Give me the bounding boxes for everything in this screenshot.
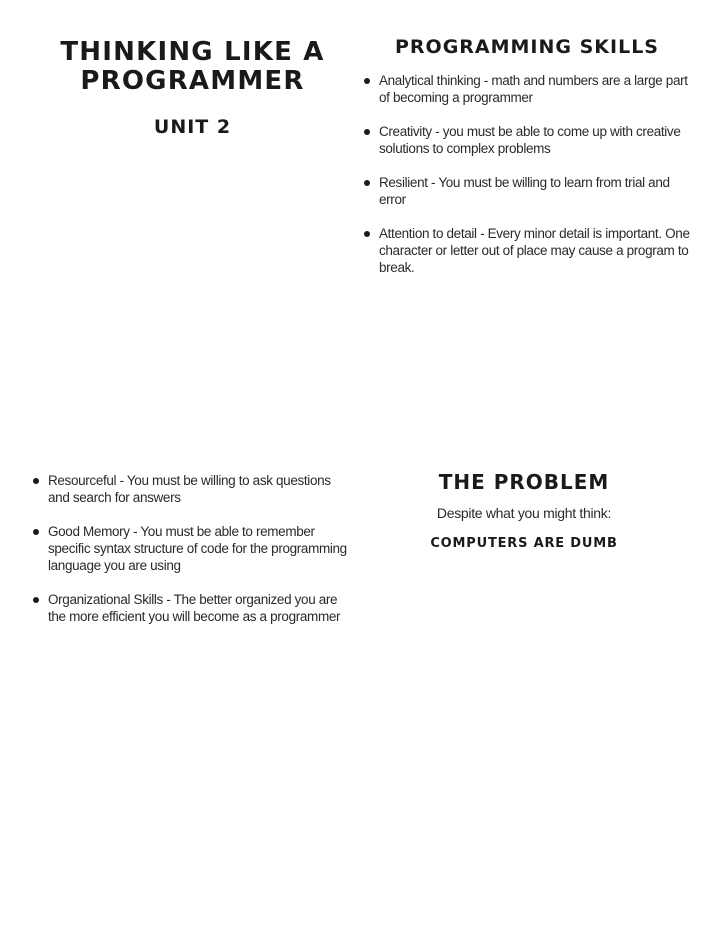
slide-subtitle: UNIT 2 — [153, 116, 232, 138]
title-slide — [40, 38, 345, 138]
list-item: Resourceful - You must be willing to ask questions and search for answers — [31, 472, 351, 506]
programming-skills-list — [362, 72, 692, 276]
skills-continued-slide — [31, 472, 351, 642]
list-item: Resilient - You must be willing to learn from trial and error — [362, 174, 692, 208]
list-item: Organizational Skills - The better organized you are the more efficient you will become as a programmer — [31, 591, 351, 625]
programming-skills-title: PROGRAMMING SKILLS — [394, 36, 659, 58]
slide-title-line-2: PROGRAMMER — [80, 66, 305, 96]
list-item: Attention to detail - Every minor detail is important. One character or letter out of place may cause a program to break. — [362, 225, 692, 276]
problem-statement: COMPUTERS ARE DUMB — [430, 536, 618, 551]
programming-skills-slide — [362, 36, 692, 293]
problem-slide — [364, 470, 684, 551]
slide-title — [40, 38, 345, 96]
list-item: Analytical thinking - math and numbers are a large part of becoming a programmer — [362, 72, 692, 106]
problem-intro: Despite what you might think: — [436, 505, 612, 521]
problem-title: THE PROBLEM — [438, 470, 610, 494]
list-item: Creativity - you must be able to come up with creative solutions to complex problems — [362, 123, 692, 157]
skills-continued-list — [31, 472, 351, 625]
slide-title-line-1: THINKING LIKE A — [60, 37, 325, 67]
list-item: Good Memory - You must be able to remember specific syntax structure of code for the programming language you are using — [31, 523, 351, 574]
